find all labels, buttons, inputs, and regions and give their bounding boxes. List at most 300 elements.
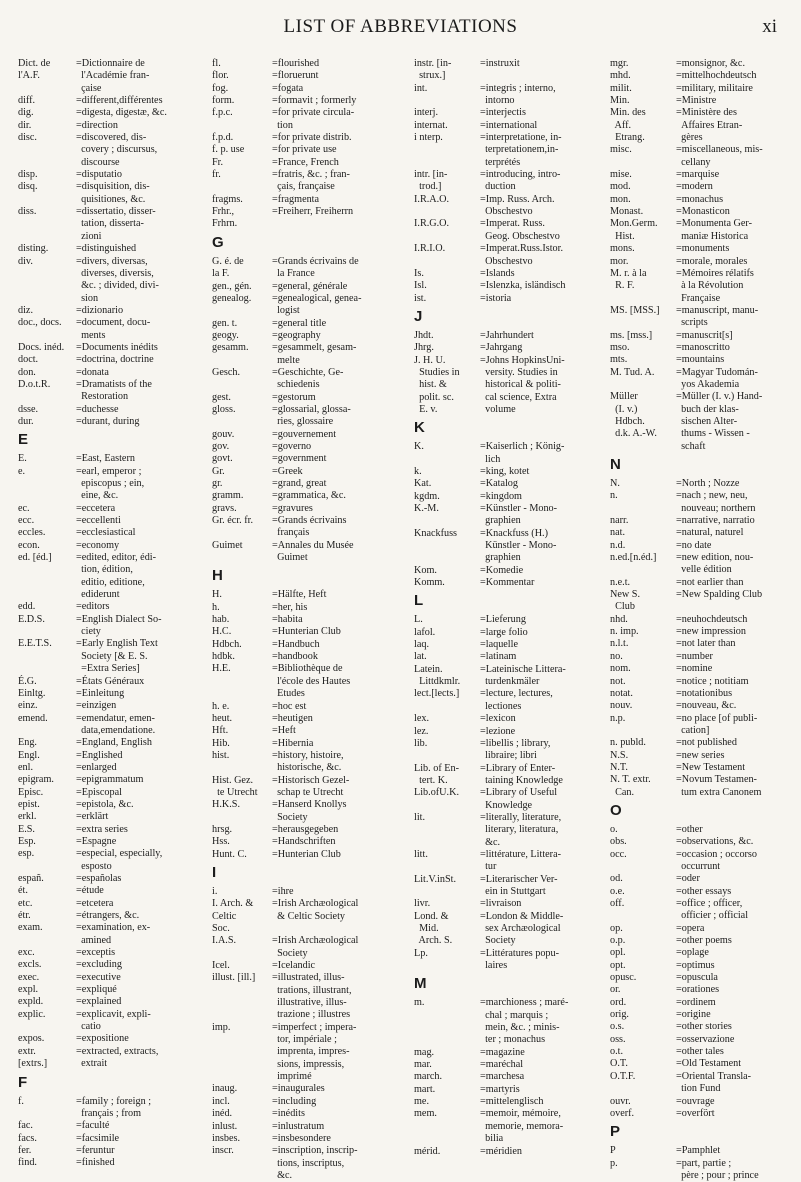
abbreviation-meaning: =Lateinische Littera- turdenkmäler [480,663,566,688]
abbreviation-entry [414,997,598,1046]
abbreviation-entry [212,1121,396,1133]
abbreviation-entry [18,713,188,738]
abbreviation: gest. [212,391,231,403]
abbreviation: mor. [610,255,629,267]
abbreviation-entry [18,922,188,947]
abbreviation-entry [18,243,188,255]
abbreviation-meaning: =Oriental Transla- tion Fund [676,1070,752,1095]
abbreviation: imp. [212,1021,231,1033]
abbreviation: hrsg. [212,823,233,835]
abbreviation-entry [212,898,396,935]
abbreviation-meaning: =lecture, lectures, lectiones [480,688,553,712]
abbreviation-entry [610,1021,794,1033]
abbreviation-entry [610,614,794,626]
abbreviation-entry [414,738,598,763]
abbreviation-meaning: =grand, great [272,478,327,489]
abbreviation-meaning: =Magyar Tudomán- yos Akademia [676,366,758,390]
abbreviation-meaning: =disputatio [76,169,122,181]
abbreviation-meaning: =disquisition, dis- quisitiones, &c. [76,181,150,205]
abbreviation-meaning: =manoscritto [676,341,730,353]
abbreviation-entry [212,404,396,429]
abbreviation-entry [610,663,794,675]
abbreviation-meaning: =duchesse [76,403,119,415]
abbreviation: n. [610,490,618,502]
abbreviation-entry [18,527,188,539]
abbreviation-entry [414,243,598,268]
abbreviation-meaning: =grammatica, &c. [272,490,346,502]
abbreviation: ord. [610,996,627,1008]
abbreviation: dur. [18,415,34,427]
abbreviation-entry [610,515,794,527]
abbreviation-meaning: =not later than [676,638,736,650]
abbreviation: fac. [18,1120,33,1132]
section-letter: N [610,456,621,473]
abbreviation: Monast. [610,206,644,218]
abbreviation: opt. [610,959,626,971]
abbreviation-entry [18,1046,188,1071]
abbreviation: internat. [414,119,448,131]
abbreviation-entry [18,354,188,366]
abbreviation-meaning: =international [480,119,538,131]
abbreviation-entry [212,453,396,465]
abbreviation-entry [414,713,598,725]
abbreviation: lect.[lects.] [414,688,460,700]
abbreviation: Dict. de l'A.F. [18,58,51,82]
abbreviation: G. é. de la F. [212,255,244,280]
abbreviation: find. [18,1157,37,1169]
abbreviation-entry [610,540,794,552]
section-letter: F [18,1073,28,1091]
abbreviation: i. [212,885,218,897]
abbreviation-meaning: =including [272,1095,317,1107]
abbreviation-meaning: =explicavit, expli- catio [76,1008,151,1033]
abbreviation-meaning: =hoc est [272,700,307,712]
abbreviation-entry [610,1108,794,1120]
abbreviation-entry [18,132,188,169]
abbreviation-meaning: =narrative, narratio [676,515,755,527]
section-letter: K [414,419,425,437]
abbreviation: E.E.T.S. [18,638,52,650]
abbreviation-meaning: =examination, ex- amined [76,922,151,946]
abbreviation-entry [610,1145,794,1157]
abbreviation-entry [212,132,396,144]
abbreviation: don. [18,366,36,378]
abbreviation-entry [414,194,598,219]
section-letter: G [212,233,224,251]
abbreviation: L. [414,614,423,626]
abbreviation-meaning: =martyris [480,1083,520,1095]
abbreviation-meaning: =large folio [480,626,528,638]
abbreviation-entry [610,342,794,354]
abbreviation-entry [212,540,396,565]
abbreviation: Hss. [212,836,230,848]
abbreviation-entry [212,1133,396,1145]
abbreviation-entry [212,1083,396,1095]
abbreviation-meaning: =no date [676,539,712,551]
abbreviation: einz. [18,700,38,712]
abbreviation: fog. [212,82,229,94]
abbreviation: Lit.V.inSt. [414,873,456,885]
abbreviation-meaning: =East, Eastern [76,453,135,465]
abbreviation-meaning: =Mémoires rélatifs à la Révolution Française [676,267,754,304]
abbreviation-entry [610,947,794,959]
section-letter: L [414,592,424,610]
section-letter: H [212,567,223,585]
abbreviation-meaning: =magazine [480,1046,525,1058]
abbreviation-entry [610,700,794,712]
abbreviation: genealog. [212,292,252,304]
abbreviation-meaning: =other essays [676,885,732,897]
abbreviation-meaning: =Islenzka, isländisch [480,280,566,292]
abbreviation-entry [212,169,396,194]
abbreviation: Guimet [212,539,243,551]
abbreviation: h. [212,601,220,613]
abbreviation-meaning: =France, French [272,156,339,168]
abbreviation-meaning: =nach ; new, neu, nouveau; northern [676,490,756,514]
abbreviation-entry [212,701,396,713]
abbreviation-meaning: =Bibliothèque de l'école des Hautes Etudes [272,663,351,700]
abbreviation-meaning: =glossarial, glossa- ries, glossaire [272,403,351,428]
abbreviation: illust. [ill.] [212,972,256,984]
abbreviation-entry [18,898,188,910]
abbreviation-meaning: =opera [676,922,705,934]
abbreviation-entry [610,1158,794,1182]
abbreviation-entry [610,824,794,836]
abbreviation-meaning: =livraison [480,898,522,910]
abbreviation-entry [212,478,396,490]
abbreviation-meaning: =Monasticon [676,206,730,218]
abbreviation-meaning: =other poems [676,935,732,947]
abbreviation-meaning: =lexicon [480,713,516,725]
abbreviation: E.D.S. [18,613,45,625]
abbreviation-meaning: =emendatur, emen- data,emendatione. [76,712,156,736]
abbreviation-entry [610,330,794,342]
abbreviation-meaning: =Irish Archæological & Celtic Society [272,898,359,922]
abbreviation-meaning: =Kaiserlich ; König- lich [480,441,565,465]
abbreviation: interj. [414,107,439,119]
abbreviation-meaning: =herausgegeben [272,823,339,835]
abbreviation: N. [610,478,620,489]
abbreviation-meaning: =executive [76,971,121,983]
abbreviation-entry [18,256,188,305]
abbreviation-entry [414,639,598,651]
abbreviation: int. [414,82,428,94]
abbreviation: off. [610,898,625,909]
abbreviation-meaning: =monuments [676,243,730,255]
abbreviation-entry [18,1157,188,1169]
abbreviation-meaning: =inscription, inscrip- tions, inscriptus, &c. [272,1145,358,1181]
abbreviation-meaning: =divers, diversas, diverses, diversis, &c. ; divided, divi- sion [76,255,159,304]
abbreviation-meaning: =Hunterian Club [272,848,341,860]
abbreviation: govt. [212,453,233,465]
abbreviation-entry [610,107,794,144]
abbreviation-meaning: =different,différentes [76,95,163,107]
abbreviation-meaning: =manuscript, manu- scripts [676,304,759,329]
abbreviation-meaning: =insbesondere [272,1132,331,1144]
abbreviation-meaning: =number [676,650,713,662]
abbreviation: mart. [414,1083,436,1095]
abbreviation-meaning: =gravures [272,502,313,514]
abbreviation: litt. [414,848,428,860]
abbreviation-meaning: =mittelenglisch [480,1096,544,1108]
abbreviation: I.A.S. [212,935,237,947]
abbreviation-meaning: =littérature, Littera- tur [480,848,561,873]
abbreviation: milit. [610,82,632,94]
abbreviation-entry [610,256,794,268]
abbreviation: diss. [18,206,37,218]
abbreviation: exec. [18,971,40,983]
abbreviation-meaning: =fogata [272,82,304,94]
abbreviation: lex. [414,713,429,725]
abbreviation: N. T. extr. Can. [610,774,651,798]
column-2 [212,58,396,1182]
abbreviation-meaning: =Monumenta Ger- maniæ Historica [676,218,752,242]
abbreviation: nom. [610,663,631,675]
abbreviation-meaning: =gestorum [272,391,316,403]
abbreviation: epigram. [18,774,54,786]
abbreviation-entry [18,774,188,786]
abbreviation: Esp. [18,835,36,847]
abbreviation-meaning: =gouvernement [272,428,337,440]
abbreviation: Isl. [414,280,427,292]
abbreviation: Kom. [414,564,437,576]
abbreviation: heut. [212,712,233,724]
abbreviation: hist. [212,749,230,761]
abbreviation-entry [18,453,188,465]
abbreviation-entry [18,305,188,317]
abbreviation-meaning: =morale, morales [676,255,748,267]
abbreviation-entry [212,886,396,898]
abbreviation: disting. [18,243,49,255]
abbreviation-entry [212,972,396,1021]
abbreviation: intr. [in- trod.] [414,169,448,193]
abbreviation-entry [414,268,598,280]
abbreviation: div. [18,255,33,267]
abbreviation-entry [18,614,188,639]
section-letter: J [414,307,423,325]
abbreviation: Jhrg. [414,342,434,354]
abbreviation-meaning: =London & Middle- sex Archæological Society [480,910,564,947]
abbreviation: diz. [18,304,33,316]
abbreviation-entry [610,774,794,799]
abbreviation-meaning: =handbook [272,651,318,663]
abbreviation-entry [610,651,794,663]
abbreviation-entry [610,218,794,243]
abbreviation-entry [414,293,598,305]
abbreviation: lit. [414,811,426,823]
abbreviation: emend. [18,712,48,724]
abbreviation: op. [610,922,623,934]
abbreviation-meaning: =Hälfte, Heft [272,589,327,601]
abbreviation: n. publd. [610,737,646,749]
abbreviation: Min. [610,95,630,107]
abbreviation-entry [212,614,396,626]
abbreviation-meaning: =faculté [76,1120,110,1132]
abbreviation-meaning: =etcetera [76,897,114,909]
abbreviation: ec. [18,502,30,514]
abbreviation-entry [414,1146,598,1158]
abbreviation: k. [414,465,422,477]
abbreviation-entry [414,849,598,874]
abbreviation: Gesch. [212,366,241,378]
abbreviation-entry [414,132,598,169]
abbreviation-entry [414,441,598,466]
abbreviation-entry [212,490,396,502]
abbreviation-meaning: =new edition, nou- velle édition [676,552,754,576]
abbreviation-entry [610,95,794,107]
abbreviation-entry [414,898,598,910]
abbreviation: e. [18,465,26,477]
abbreviation: New S. Club [610,589,640,613]
abbreviation-entry [610,898,794,923]
abbreviation-entry [610,935,794,947]
abbreviation-entry [414,107,598,119]
page-header [0,14,801,38]
abbreviation: Engl. [18,749,40,761]
abbreviation-meaning: =editors [76,601,110,613]
abbreviation-meaning: =observations, &c. [676,836,754,848]
abbreviation-meaning: =feruntur [76,1144,115,1156]
abbreviation: no. [610,650,623,662]
abbreviation-meaning: =Englished [76,749,123,761]
abbreviation-meaning: =direction [76,119,118,131]
section-letter: P [610,1123,621,1141]
abbreviation-entry [18,379,188,404]
abbreviation: Mon.Germ. Hist. [610,218,658,242]
abbreviation-meaning: =marquise [676,169,720,181]
abbreviation-meaning: =Katalog [480,478,518,490]
abbreviation-meaning: =excluding [76,959,122,971]
abbreviation-meaning: =governo [272,440,312,452]
abbreviation: Is. [414,267,424,279]
abbreviation-meaning: =other tales [676,1046,724,1058]
abbreviation-meaning: =notationibus [676,687,733,699]
abbreviation-meaning: =fragmenta [272,193,320,205]
abbreviation-entry [212,429,396,441]
abbreviation-entry [212,602,396,614]
abbreviation-meaning: =other stories [676,1021,732,1033]
abbreviation-entry [212,750,396,775]
abbreviation-meaning: =Dramatists of the Restoration [76,378,152,403]
abbreviation-meaning: =distinguished [76,243,137,255]
abbreviation-entry [610,58,794,70]
abbreviation-meaning: =Islands [480,267,515,279]
abbreviation: É.G. [18,675,37,687]
abbreviation-meaning: =Dictionnaire de l'Académie fran- çaise [76,58,150,94]
abbreviation-entry [18,58,188,95]
abbreviation: lafol. [414,626,436,638]
abbreviation-entry [18,873,188,885]
abbreviation: o.p. [610,935,626,947]
section-letter: I [212,863,217,881]
abbreviation-entry [610,169,794,181]
abbreviation-entry [610,713,794,738]
abbreviation-meaning: =Library of Enter- taining Knowledge [480,762,563,786]
abbreviation: overf. [610,1107,635,1119]
abbreviation-meaning: =discovered, dis- covery ; discursus, discourse [76,132,158,168]
abbreviation-entry [212,713,396,725]
abbreviation: excls. [18,959,42,971]
abbreviation-entry [414,503,598,528]
abbreviation-entry [18,466,188,503]
abbreviation-entry [414,651,598,663]
abbreviation: Hft. [212,725,229,737]
abbreviation-meaning: =latinam [480,651,517,663]
abbreviation-entry [414,1108,598,1145]
abbreviation-meaning: =floruerunt [272,70,319,82]
abbreviation: E. [18,453,27,465]
abbreviation: Eng. [18,737,37,749]
abbreviation-entry [18,848,188,873]
abbreviation-entry [212,663,396,700]
abbreviation-meaning: =notice ; notitiam [676,675,749,687]
abbreviation-entry [18,552,188,601]
abbreviation-entry [610,923,794,935]
abbreviation-meaning: =monsignor, &c. [676,58,746,69]
abbreviation-meaning: =Ministre [676,95,717,107]
abbreviation-meaning: =king, kotet [480,465,530,477]
abbreviation-entry [414,58,598,83]
abbreviation-entry [610,997,794,1009]
abbreviation-entry [18,885,188,897]
abbreviation-meaning: =literally, literature, literary, literatura, &c. [480,811,562,848]
abbreviation: gloss. [212,403,236,415]
abbreviation-entry [18,996,188,1008]
abbreviation: Min. des Aff. Etrang. [610,107,646,144]
abbreviation: erkl. [18,811,37,823]
abbreviation-entry [212,281,396,293]
abbreviation-entry [414,330,598,342]
abbreviation-meaning: =eccellenti [76,515,121,527]
abbreviation-entry [18,317,188,342]
abbreviation: notat. [610,687,633,699]
abbreviation: o. [610,823,618,835]
abbreviation: nat. [610,527,625,539]
section-letter: M [414,975,427,993]
abbreviation-entry [18,947,188,959]
abbreviation-meaning: =libellis ; library, libraire; libri [480,737,551,762]
abbreviation-entry [414,1071,598,1083]
abbreviation-meaning: =habita [272,614,303,626]
abbreviation-meaning: =opuscula [676,972,718,984]
abbreviation-entry [212,738,396,750]
abbreviation-meaning: =instruxit [480,58,520,69]
abbreviation-entry [18,910,188,922]
abbreviation-meaning: =Grands écrivains français [272,515,347,539]
abbreviation-entry [414,948,598,973]
abbreviation-entry [414,1059,598,1071]
abbreviation-meaning: =her, his [272,601,308,613]
abbreviation-entry [610,589,794,614]
abbreviation-entry [212,293,396,318]
abbreviation-entry [414,491,598,503]
abbreviation: fragms. [212,193,243,205]
column-1 [18,58,188,1170]
abbreviation-entry [212,83,396,95]
abbreviation-meaning: =marchesa [480,1071,525,1083]
abbreviation-meaning: =part, partie ; père ; pour ; prince [676,1157,759,1181]
abbreviation-entry [18,811,188,823]
abbreviation-entry [212,651,396,663]
abbreviation: mise. [610,169,632,181]
abbreviation-entry [212,144,396,156]
abbreviation-entry [610,354,794,366]
abbreviation: ouvr. [610,1095,631,1107]
abbreviation-meaning: =oplage [676,947,709,959]
abbreviation: disp. [18,169,38,181]
abbreviation-entry [18,1096,188,1121]
abbreviation: fr. [212,169,221,181]
